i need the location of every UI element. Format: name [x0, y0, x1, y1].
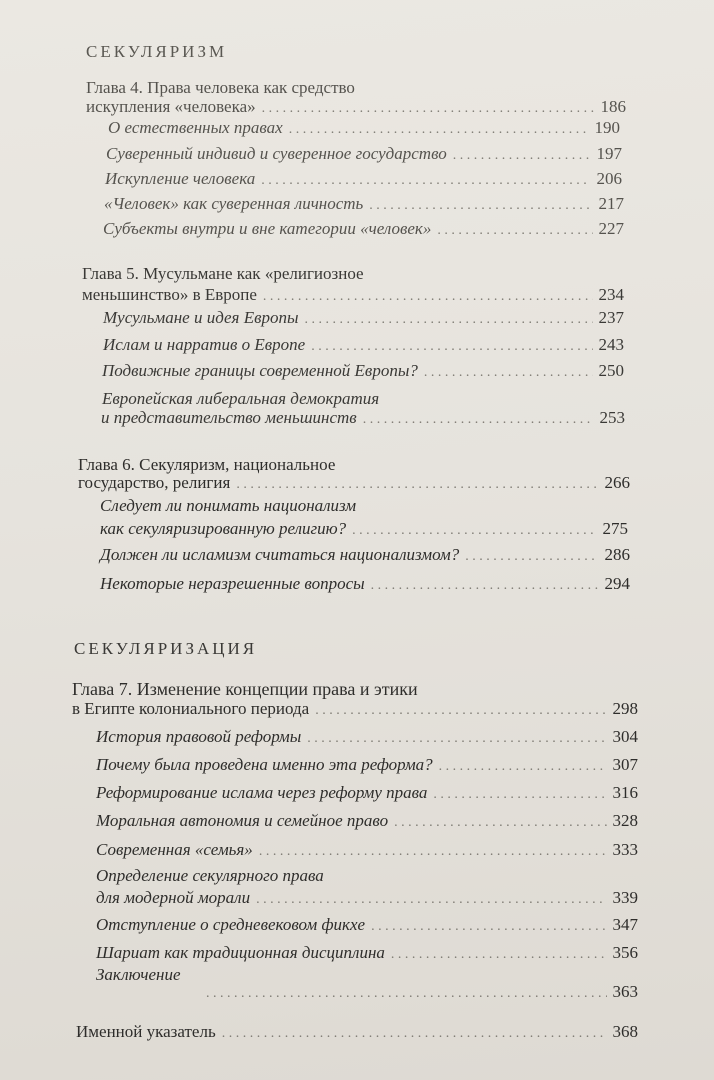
- entry-title: Должен ли исламизм считаться национализмом?: [100, 545, 460, 564]
- leader-dots: [262, 99, 595, 119]
- leader-dots: [433, 785, 606, 805]
- toc-entry[interactable]: [96, 888, 638, 910]
- page-number: 363: [612, 982, 638, 1001]
- page-number: 197: [596, 144, 622, 163]
- entry-title: Почему была проведена именно эта реформа?: [96, 755, 433, 774]
- leader-dots: [263, 287, 593, 307]
- entry-title: Шариат как традиционная дисциплина: [96, 943, 385, 962]
- toc-entry-line1: Определение секулярного права: [96, 866, 324, 885]
- page-number: 266: [604, 473, 630, 492]
- toc-entry[interactable]: [103, 335, 624, 357]
- toc-entry[interactable]: [96, 915, 638, 937]
- page-number: 275: [602, 519, 628, 538]
- toc-entry-chapter-5[interactable]: [82, 285, 624, 307]
- page-number: 356: [612, 943, 638, 962]
- page-number: 217: [598, 194, 624, 213]
- toc-entry-line1: Европейская либеральная демократия: [102, 389, 380, 408]
- leader-dots: [236, 475, 598, 495]
- page-number: 234: [598, 285, 624, 304]
- leader-dots: [453, 146, 591, 166]
- entry-title: государство, религия: [78, 473, 231, 492]
- entry-title: меньшинство» в Европе: [82, 285, 257, 304]
- entry-title: Именной указатель: [76, 1022, 216, 1041]
- entry-title: О естественных правах: [108, 118, 283, 137]
- leader-dots: [465, 547, 598, 567]
- leader-dots: [307, 729, 606, 749]
- entry-title: Суверенный индивид и суверенное государство: [106, 144, 447, 163]
- entry-title: История правовой реформы: [96, 727, 302, 746]
- leader-dots: [391, 945, 607, 965]
- page-number: 237: [598, 308, 624, 327]
- page-number: 368: [612, 1022, 638, 1041]
- toc-entry[interactable]: [96, 840, 638, 862]
- entry-title: Субъекты внутри и вне категории «человек»: [103, 219, 432, 238]
- leader-dots: [315, 701, 606, 721]
- toc-entry[interactable]: [96, 943, 638, 965]
- toc-entry[interactable]: [100, 574, 630, 596]
- leader-dots: [424, 363, 593, 383]
- toc-entry[interactable]: [101, 408, 625, 430]
- toc-entry[interactable]: [100, 545, 630, 567]
- chapter-5-title-line1: Глава 5. Мусульмане как «религиозное: [82, 264, 364, 283]
- toc-entry[interactable]: [96, 783, 638, 805]
- leader-dots: [369, 196, 592, 216]
- leader-dots: [363, 410, 594, 430]
- toc-entry[interactable]: [103, 219, 624, 241]
- page-number: 304: [612, 727, 638, 746]
- leader-dots: [394, 813, 606, 833]
- leader-dots: [261, 171, 590, 191]
- page-number: 186: [600, 97, 626, 116]
- page-number: 298: [612, 699, 638, 718]
- page-number: 294: [604, 574, 630, 593]
- entry-title: Некоторые неразрешенные вопросы: [100, 574, 365, 593]
- chapter-6-title-line1: Глава 6. Секуляризм, национальное: [78, 455, 336, 474]
- leader-dots: [206, 984, 607, 1004]
- entry-title: и представительство меньшинств: [101, 408, 357, 427]
- page-number: 333: [612, 840, 638, 859]
- toc-entry-line1: Следует ли понимать национализм: [100, 496, 357, 515]
- entry-title: Подвижные границы современной Европы?: [102, 361, 418, 380]
- toc-entry[interactable]: [104, 194, 624, 216]
- leader-dots: [439, 757, 607, 777]
- toc-entry[interactable]: [108, 118, 620, 140]
- toc-entry[interactable]: [106, 144, 622, 166]
- chapter-4-title-line1: Глава 4. Права человека как средство: [86, 78, 355, 97]
- page-number: 307: [612, 755, 638, 774]
- entry-title: Отступление о средневековом фикхе: [96, 915, 366, 934]
- page-number: 339: [612, 888, 638, 907]
- entry-title: как секуляризированную религию?: [100, 519, 347, 538]
- toc-entry[interactable]: [96, 727, 638, 749]
- leader-dots: [371, 917, 606, 937]
- page-number: 253: [599, 408, 625, 427]
- toc-entry[interactable]: [102, 361, 624, 383]
- toc-entry[interactable]: [103, 308, 624, 330]
- page-number: 190: [594, 118, 620, 137]
- entry-title: искупления «человека»: [86, 97, 256, 116]
- entry-title: для модерной морали: [96, 888, 251, 907]
- toc-entry-chapter-7[interactable]: [72, 699, 638, 721]
- section-title-secularism: СЕКУЛЯРИЗМ: [86, 42, 228, 61]
- leader-dots: [304, 310, 592, 330]
- leader-dots: [222, 1024, 607, 1044]
- leader-dots: [259, 842, 607, 862]
- toc-entry[interactable]: [100, 519, 628, 541]
- leader-dots: [311, 337, 592, 357]
- entry-title: «Человек» как суверенная личность: [104, 194, 364, 213]
- entry-title: в Египте колониального периода: [72, 699, 310, 718]
- leader-dots: [289, 120, 589, 140]
- page-number: 206: [596, 169, 622, 188]
- entry-title: Реформирование ислама через реформу права: [96, 783, 428, 802]
- toc-entry[interactable]: [96, 811, 638, 833]
- toc-entry-name-index[interactable]: [76, 1022, 638, 1044]
- section-title-secularization: СЕКУЛЯРИЗАЦИЯ: [74, 639, 258, 658]
- leader-dots: [256, 890, 606, 910]
- toc-entry-conclusion-title: Заключение: [96, 965, 181, 984]
- page-number: 250: [598, 361, 624, 380]
- page-number: 328: [612, 811, 638, 830]
- toc-entry-conclusion[interactable]: [200, 982, 638, 1004]
- leader-dots: [371, 576, 599, 596]
- entry-title: Моральная автономия и семейное право: [96, 811, 389, 830]
- page-number: 316: [612, 783, 638, 802]
- toc-entry[interactable]: [96, 755, 638, 777]
- toc-entry-chapter-6[interactable]: [78, 473, 630, 495]
- entry-title: Искупление человека: [105, 169, 256, 188]
- entry-title: Современная «семья»: [96, 840, 253, 859]
- leader-dots: [352, 521, 596, 541]
- toc-entry-chapter-4[interactable]: [86, 97, 626, 119]
- entry-title: Ислам и нарратив о Европе: [103, 335, 306, 354]
- toc-entry[interactable]: [105, 169, 622, 191]
- leader-dots: [437, 221, 592, 241]
- page-number: 286: [604, 545, 630, 564]
- page-number: 347: [612, 915, 638, 934]
- page-number: 243: [598, 335, 624, 354]
- entry-title: Мусульмане и идея Европы: [103, 308, 299, 327]
- chapter-7-title-line1: Глава 7. Изменение концепции права и этики: [72, 679, 418, 699]
- page-number: 227: [598, 219, 624, 238]
